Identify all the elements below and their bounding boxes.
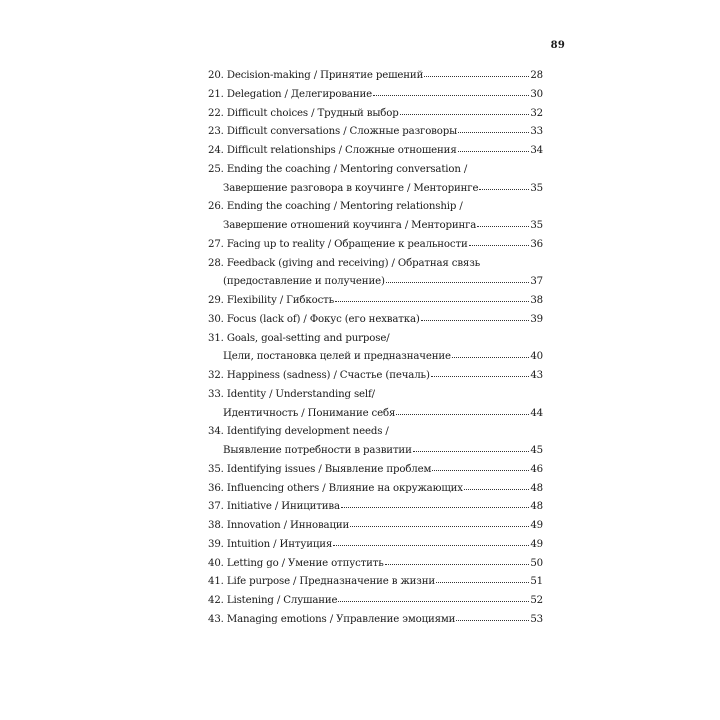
toc-entry-title: Идентичность / Понимание себя (223, 407, 396, 419)
dot-leader (338, 593, 529, 603)
page-number: 89 (550, 40, 565, 51)
toc-entry-page: 35 (530, 182, 543, 194)
toc-entry-line (208, 555, 543, 574)
toc-entry-line (208, 592, 543, 611)
toc-entry-line (208, 123, 543, 142)
toc-entry-page: 30 (530, 88, 543, 100)
toc-entry-title: (предоставление и получение) (223, 276, 385, 288)
toc-entry-title: 22. Difficult choices / Трудный выбор (208, 107, 399, 119)
toc-entry-line (208, 498, 543, 517)
toc-entry-line (208, 573, 543, 592)
toc-entry-page: 44 (530, 407, 543, 419)
toc-entry-title: 41. Life purpose / Предназначение в жизни (208, 576, 435, 588)
dot-leader (431, 368, 530, 378)
toc-entry-page: 35 (530, 220, 543, 231)
dot-leader (452, 349, 529, 359)
dot-leader (421, 312, 530, 322)
dot-leader (335, 293, 529, 303)
toc-entry-page: 37 (530, 276, 543, 288)
toc-entry-title: 35. Identifying issues / Выявление проблем (208, 463, 432, 475)
toc-entry-title: 24. Difficult relationships / Сложные отношения (208, 145, 457, 156)
dot-leader (385, 556, 530, 566)
toc-entry-title: 26. Ending the coaching / Mentoring relationship / (208, 201, 463, 213)
toc-entry-line (208, 536, 543, 555)
toc-entry-line (208, 386, 543, 405)
toc-entry-line (208, 292, 543, 311)
toc-entry-title: Завершение разговора в коучинге / Менторинге (223, 182, 479, 194)
dot-leader (413, 443, 530, 453)
dot-leader (477, 218, 529, 228)
toc-entry-title: 38. Innovation / Инновации (208, 520, 350, 531)
toc-entry-line (208, 311, 543, 330)
toc-entry-line (208, 217, 543, 236)
toc-entry-line (208, 367, 543, 386)
toc-entry-line (208, 273, 543, 292)
toc-entry-title: 33. Identity / Understanding self/ (208, 388, 375, 400)
toc-entry-page: 45 (530, 445, 543, 456)
dot-leader (456, 612, 529, 622)
toc-entry-line (208, 330, 543, 349)
dot-leader (341, 499, 529, 509)
toc-entry-title: 36. Influencing others / Влияние на окружающих (208, 482, 463, 494)
toc-entry-title: Выявление потребности в развитии (223, 445, 412, 456)
toc-entry-page: 32 (530, 107, 543, 119)
toc-entry-page: 51 (530, 576, 543, 588)
toc-entry-line (208, 348, 543, 367)
toc-entry-title: 20. Decision-making / Принятие решений (208, 70, 424, 81)
toc-entry-line (208, 105, 543, 124)
toc-entry-title: 23. Difficult conversations / Сложные разговоры (208, 126, 458, 138)
toc-entry-line (208, 611, 543, 630)
toc-entry-page: 34 (530, 145, 543, 156)
toc-entry-page: 48 (530, 482, 543, 494)
toc-entry-line (208, 442, 543, 461)
toc-entry-title: 40. Letting go / Умение отпустить (208, 557, 384, 569)
toc-entry-title: 28. Feedback (giving and receiving) / Обратная связь (208, 257, 481, 269)
dot-leader (464, 481, 529, 491)
toc-entry-page: 38 (530, 295, 543, 306)
toc-entry-title: 25. Ending the coaching / Mentoring conversation / (208, 163, 468, 175)
toc-entry-line (208, 517, 543, 536)
toc-entry-page: 46 (530, 463, 543, 475)
toc-entry-title: 42. Listening / Слушание (208, 595, 338, 606)
toc-entry-line (208, 180, 543, 199)
dot-leader (458, 124, 529, 134)
dot-leader (333, 537, 529, 547)
toc-entry-line (208, 86, 543, 105)
toc-entry-line (208, 480, 543, 499)
dot-leader (479, 181, 529, 191)
toc-entry-page: 40 (530, 351, 543, 363)
toc-entry-page: 36 (530, 238, 543, 250)
toc-entry-title: 30. Focus (lack of) / Фокус (его нехватка) (208, 313, 420, 325)
toc-entry-line (208, 255, 543, 274)
toc-entry-page: 49 (530, 538, 543, 550)
dot-leader (386, 274, 530, 284)
dot-leader (436, 574, 529, 584)
toc-entry-title: Завершение отношений коучинга / Менторинга (223, 220, 477, 231)
toc-entry-page: 49 (530, 520, 543, 531)
toc-entry-line (208, 67, 543, 86)
toc-entry-title: 21. Delegation / Делегирование (208, 88, 372, 100)
dot-leader (424, 68, 529, 78)
toc-entry-page: 39 (530, 313, 543, 325)
toc-entry-page: 33 (530, 126, 543, 138)
toc-entry-title: 34. Identifying development needs / (208, 426, 389, 438)
toc-entry-line (208, 405, 543, 424)
table-of-contents (208, 67, 543, 630)
toc-entry-page: 43 (530, 370, 543, 381)
toc-entry-line (208, 198, 543, 217)
dot-leader (373, 87, 529, 97)
toc-entry-page: 50 (530, 557, 543, 569)
toc-entry-line (208, 161, 543, 180)
toc-entry-title: 39. Intuition / Интуиция (208, 538, 333, 550)
dot-leader (400, 106, 530, 116)
dot-leader (432, 462, 529, 472)
toc-entry-title: 31. Goals, goal-setting and purpose/ (208, 332, 390, 344)
toc-entry-page: 53 (530, 613, 543, 625)
toc-entry-title: 27. Facing up to reality / Обращение к реальности (208, 238, 468, 250)
toc-entry-title: 37. Initiative / Иницитива (208, 501, 340, 513)
toc-entry-title: 43. Managing emotions / Управление эмоциями (208, 613, 456, 625)
toc-entry-title: 29. Flexibility / Гибкость (208, 295, 335, 306)
toc-entry-line (208, 236, 543, 255)
dot-leader (458, 143, 530, 153)
dot-leader (469, 237, 530, 247)
dot-leader (350, 518, 529, 528)
toc-entry-title: Цели, постановка целей и предназначение (223, 351, 451, 363)
toc-entry-page: 28 (530, 70, 543, 81)
toc-entry-page: 52 (530, 595, 543, 606)
toc-entry-line (208, 423, 543, 442)
toc-entry-title: 32. Happiness (sadness) / Счастье (печаль) (208, 370, 430, 381)
toc-entry-line (208, 461, 543, 480)
dot-leader (396, 406, 529, 416)
toc-entry-page: 48 (530, 501, 543, 513)
toc-entry-line (208, 142, 543, 161)
